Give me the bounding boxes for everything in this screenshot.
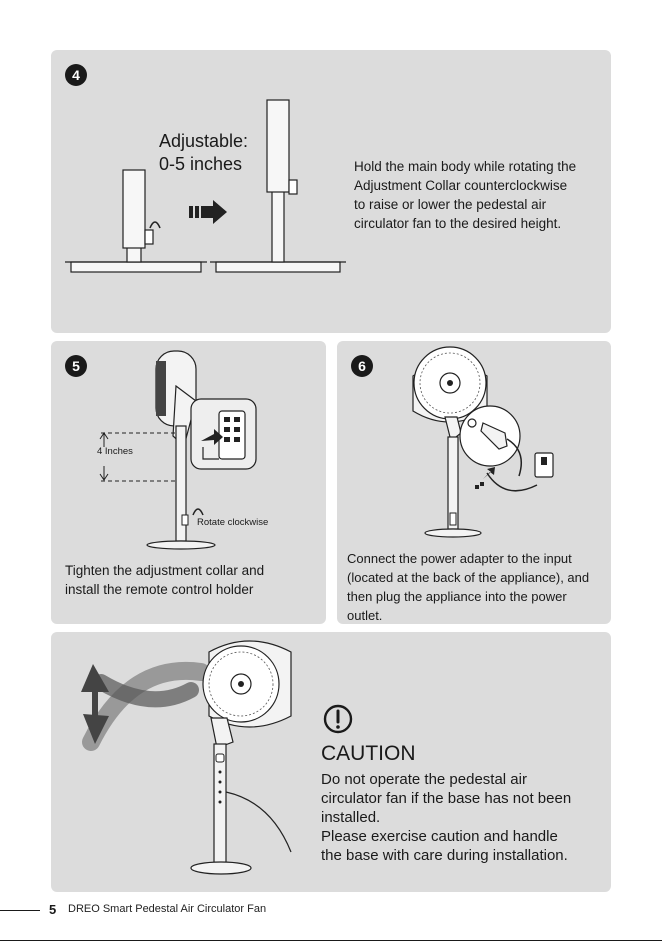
caution-line-1: Do not operate the pedestal air: [321, 771, 527, 788]
oscillation-illustration: [51, 632, 321, 882]
footer-rule: [0, 910, 40, 911]
bottom-rule: [0, 940, 662, 941]
step-4-line-4: circulator fan to the desired height.: [354, 216, 562, 231]
step-4-panel: [51, 50, 611, 333]
adjustable-label: Adjustable:: [159, 131, 249, 151]
page-number: 5: [49, 902, 57, 917]
caution-line-5: the base with care during installation.: [321, 847, 568, 864]
step-4-line-3: to raise or lower the pedestal air: [354, 197, 547, 212]
step-4-line-1: Hold the main body while rotating the: [354, 159, 577, 174]
step-4-line-2: Adjustment Collar counterclockwise: [354, 178, 568, 193]
step-6-line-4: outlet.: [347, 608, 383, 623]
rotate-clockwise-label: Rotate clockwise: [197, 517, 269, 528]
step-6-panel: [337, 341, 611, 624]
step-5-line-1: Tighten the adjustment collar and: [65, 563, 265, 578]
step-6-line-3: then plug the appliance into the power: [347, 589, 567, 604]
caution-line-2: circulator fan if the base has not been: [321, 790, 572, 807]
caution-title: CAUTION: [321, 742, 416, 765]
footer-title: DREO Smart Pedestal Air Circulator Fan: [68, 903, 267, 915]
step-6-line-1: Connect the power adapter to the input: [347, 551, 572, 566]
power-adapter-illustration: [337, 341, 611, 551]
height-adjust-illustration: [51, 50, 351, 290]
step-4-badge: 4: [65, 64, 87, 86]
caution-line-4: Please exercise caution and handle: [321, 828, 558, 845]
step-6-badge: 6: [351, 355, 373, 377]
caution-icon: [323, 704, 353, 734]
caution-line-3: installed.: [321, 809, 381, 826]
step-5-line-2: install the remote control holder: [65, 582, 254, 597]
caution-panel: [51, 632, 611, 892]
step-5-panel: [51, 341, 326, 624]
step-6-line-2: (located at the back of the appliance), and: [347, 570, 590, 585]
remote-holder-illustration: [51, 341, 326, 561]
adjustable-range: 0-5 inches: [159, 154, 243, 174]
four-inches-label: 4 Inches: [97, 446, 133, 457]
step-5-badge: 5: [65, 355, 87, 377]
